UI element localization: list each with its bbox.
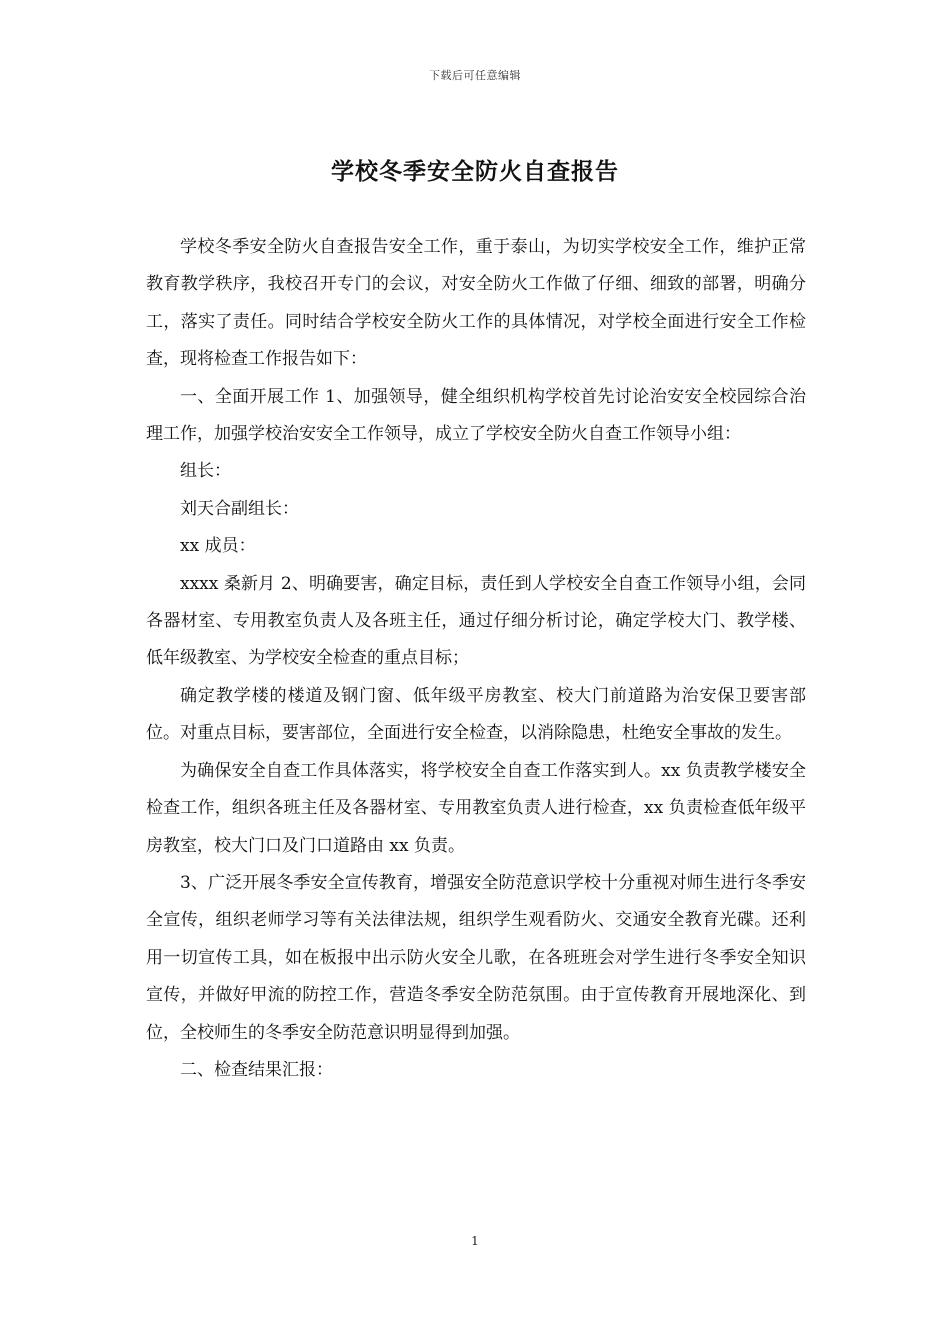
- document-body: [146, 229, 806, 1089]
- paragraph-group-leader: 组长：: [180, 461, 231, 482]
- paragraph-section-two: 二、检查结果汇报：: [180, 1059, 333, 1080]
- page-number: 1: [471, 1234, 479, 1248]
- paragraph-section-one: 一、全面开展工作 1、加强领导，健全组织机构学校首先讨论治安安全校园综合治理工作，加强学校治安安全工作领导，成立了学校安全防火自查工作领导小组：: [146, 386, 806, 445]
- document-title: 学校冬季安全防火自查报告: [331, 158, 619, 185]
- paragraph-responsibility: 为确保安全自查工作具体落实，将学校安全自查工作落实到人。xx 负责教学楼安全检查工作，组织各班主任及各器材室、专用教室负责人进行检查，xx 负责检查低年级平房教室，校大门口及门口道路由 xx 负责。: [146, 760, 806, 856]
- paragraph-intro: 学校冬季安全防火自查报告安全工作，重于泰山，为切实学校安全工作，维护正常教育教学秩序，我校召开专门的会议，对安全防火工作做了仔细、细致的部署，明确分工，落实了责任。同时结合学校安全防火工作的具体情况，对学校全面进行安全工作检查，现将检查工作报告如下：: [146, 237, 806, 370]
- paragraph-deputy-leader: 刘天合副组长：: [180, 498, 299, 519]
- paragraph-members: xx 成员：: [180, 536, 256, 557]
- paragraph-key-targets: xxxx 桑新月 2、明确要害，确定目标，责任到人学校安全自查工作领导小组，会同各器材室、专用教室负责人及各班主任，通过仔细分析讨论，确定学校大门、教学楼、低年级教室、为学校安全检查的重点目标；: [146, 573, 806, 669]
- header-note: 下载后可任意编辑: [429, 69, 521, 82]
- paragraph-key-areas: 确定教学楼的楼道及钢门窗、低年级平房教室、校大门前道路为治安保卫要害部位。对重点目标，要害部位，全面进行安全检查，以消除隐患，杜绝安全事故的发生。: [146, 685, 806, 744]
- paragraph-publicity: 3、广泛开展冬季安全宣传教育，增强安全防范意识学校十分重视对师生进行冬季安全宣传，组织老师学习等有关法律法规，组织学生观看防火、交通安全教育光碟。还利用一切宣传工具，如在板报中出示防火安全儿歌，在各班班会对学生进行冬季安全知识宣传，并做好甲流的防控工作，营造冬季安全防范氛围。由于宣传教育开展地深化、到位，全校师生的冬季安全防范意识明显得到加强。: [146, 872, 806, 1043]
